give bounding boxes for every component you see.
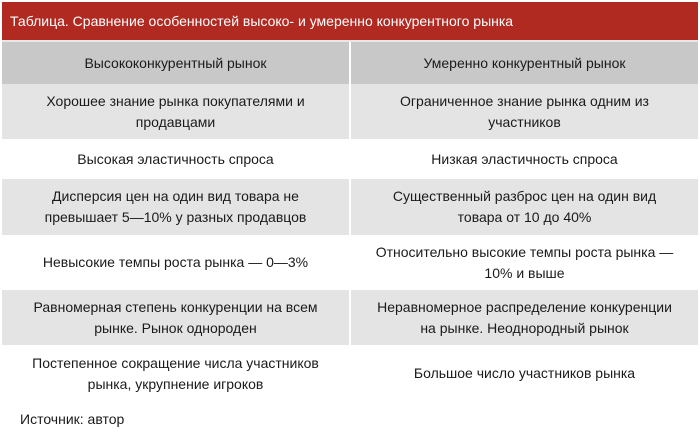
table-row — [2, 235, 698, 290]
table-title: Таблица. Сравнение особенностей высоко- и умеренно конкурентного рынка — [2, 2, 698, 40]
comparison-table — [2, 40, 698, 402]
table-row — [2, 139, 698, 179]
table-header-row — [2, 40, 698, 84]
table-cell: Хорошее знание рынка покупателями и продавцами — [46, 92, 305, 130]
table-row — [2, 84, 698, 139]
column-header-high-competition: Высококонкурентный рынок — [84, 55, 267, 71]
table-cell: Ограниченное знание рынка одним из участников — [349, 84, 698, 139]
table-cell: Постепенное сокращение числа участников рынка, укрупнение игроков — [32, 354, 319, 392]
table-cell: Существенный разброс цен на один вид товара от 10 до 40% — [349, 179, 698, 235]
table-cell: Большое число участников рынка — [349, 345, 698, 402]
table-cell: Дисперсия цен на один вид товара не превышает 5—10% у разных продавцов — [44, 188, 307, 225]
table-row — [2, 345, 698, 402]
table-cell: Относительно высокие темпы роста рынка — 10% и выше — [349, 235, 698, 290]
table-cell: Неравномерное распределение конкуренции на рынке. Неоднородный рынок — [349, 290, 698, 345]
table-cell: Низкая эластичность спроса — [349, 139, 698, 179]
table-cell: Равномерная степень конкуренции на всем рынке. Рынок однороден — [33, 298, 318, 336]
table-row — [2, 290, 698, 345]
table-cell: Высокая эластичность спроса — [77, 150, 274, 167]
source-note: Источник: автор — [20, 411, 125, 427]
table-cell: Невысокие темпы роста рынка — 0—3% — [42, 254, 309, 270]
column-header-moderate-competition: Умеренно конкурентный рынок — [349, 42, 698, 84]
table-row — [2, 179, 698, 235]
